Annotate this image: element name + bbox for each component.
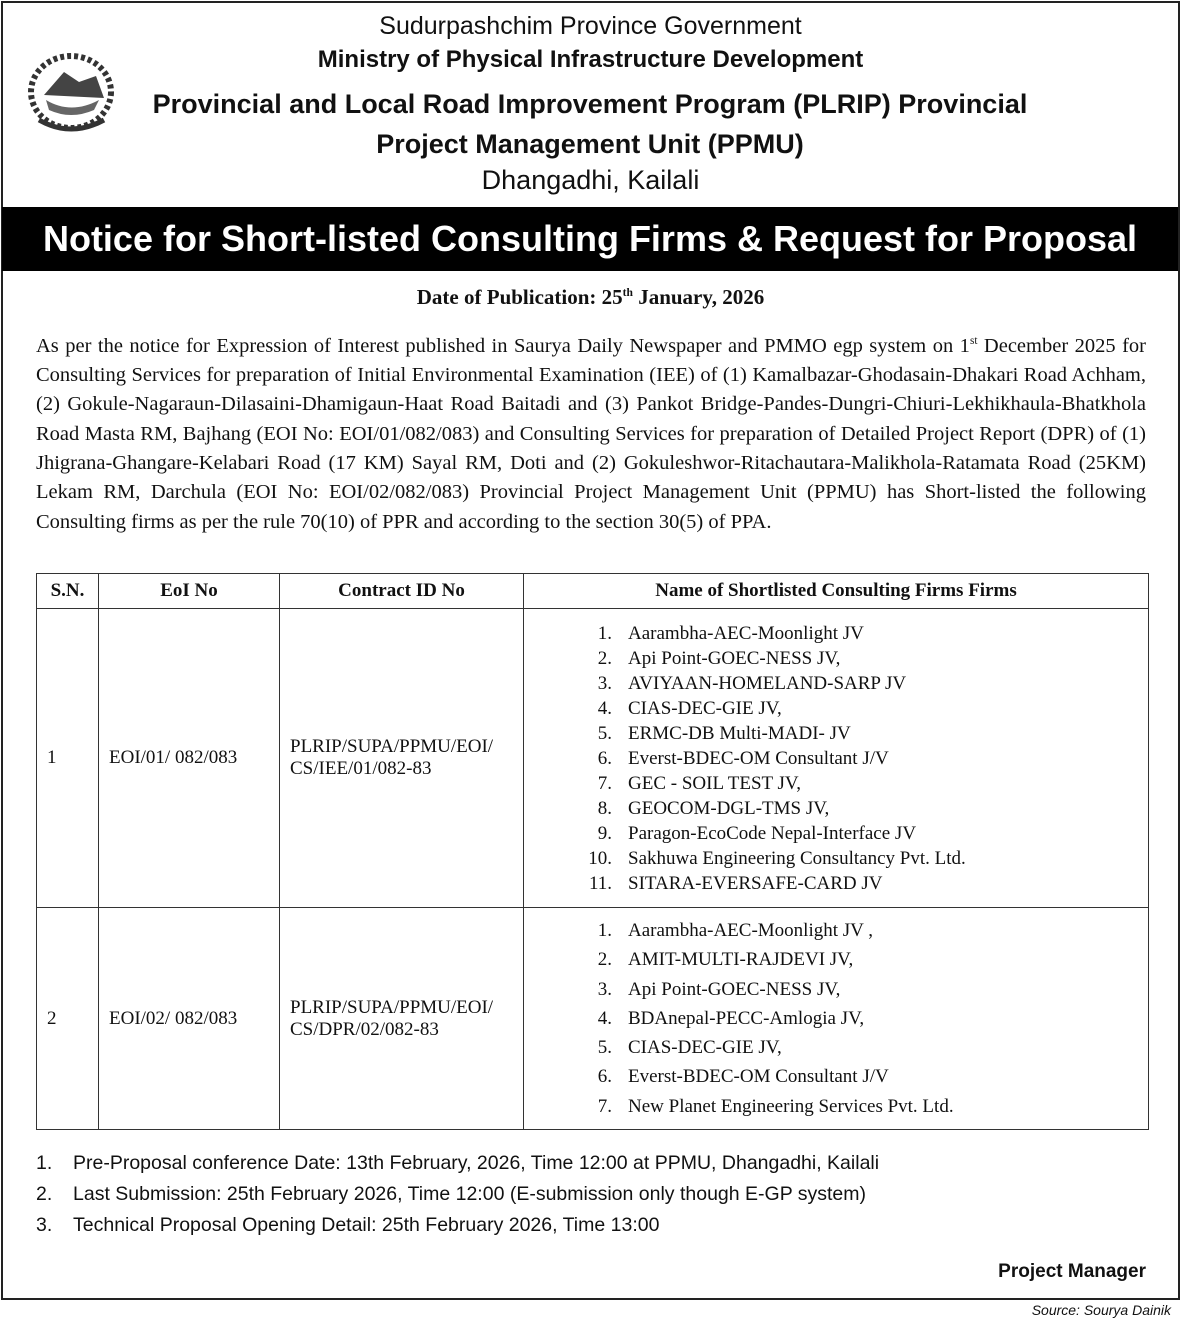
firm-name: Everst-BDEC-OM Consultant J/V — [628, 747, 889, 769]
firm-name: Everst-BDEC-OM Consultant J/V — [628, 1066, 889, 1088]
firm-number: 3. — [597, 978, 612, 1000]
firm-item — [572, 846, 1147, 871]
firm-name: Paragon-EcoCode Nepal-Interface JV — [628, 822, 917, 844]
location: Dhangadhi, Kailali — [481, 165, 700, 195]
contract-id-line1: PLRIP/SUPA/PPMU/EOI/ — [290, 736, 494, 757]
note-number: 2. — [36, 1183, 53, 1205]
table-row — [37, 609, 1149, 908]
note-text: Last Submission: 25th February 2026, Time 12:00 (E-submission only though E-GP system) — [73, 1183, 867, 1205]
cell-eoi: EOI/02/ 082/083 — [99, 908, 280, 1130]
firm-item — [572, 916, 1147, 945]
source-credit: Source: Sourya Dainik — [1031, 1302, 1171, 1318]
firm-item — [572, 746, 1147, 771]
contract-id-line2: CS/IEE/01/082-83 — [290, 758, 432, 779]
firm-number: 5. — [597, 722, 612, 744]
note-item — [36, 1181, 879, 1212]
note-item — [36, 1150, 879, 1181]
firm-name: CIAS-DEC-GIE JV, — [628, 1037, 782, 1059]
table-row — [37, 908, 1149, 1130]
firm-name: Aarambha-AEC-Moonlight JV — [628, 622, 864, 644]
firm-item — [572, 1033, 1147, 1062]
firm-name: Sakhuwa Engineering Consultancy Pvt. Ltd. — [628, 847, 966, 869]
table-header-row — [37, 574, 1149, 609]
province-government: Sudurpashchim Province Government — [379, 12, 802, 40]
firm-name: Aarambha-AEC-Moonlight JV , — [628, 919, 874, 941]
firm-number: 5. — [597, 1037, 612, 1059]
cell-sn: 1 — [37, 609, 99, 908]
contract-id-line1: PLRIP/SUPA/PPMU/EOI/ — [290, 996, 494, 1018]
firm-number: 3. — [597, 672, 612, 694]
signature: Project Manager — [998, 1261, 1146, 1282]
publication-day: 25 — [601, 285, 623, 309]
program-name: Provincial and Local Road Improvement Program (PLRIP) Provincial Project Management Unit (PPMU) — [152, 89, 1028, 159]
firm-number: 10. — [588, 847, 612, 869]
cell-firms — [524, 908, 1149, 1130]
cell-sn: 2 — [37, 908, 99, 1130]
firm-number: 6. — [597, 1066, 612, 1088]
firm-item — [572, 796, 1147, 821]
firm-item — [572, 945, 1147, 974]
firm-item — [572, 821, 1147, 846]
firm-number: 4. — [597, 697, 612, 719]
notice-title: Notice for Short-listed Consulting Firms & Request for Proposal — [2, 207, 1178, 271]
note-text: Technical Proposal Opening Detail: 25th February 2026, Time 13:00 — [73, 1214, 660, 1236]
col-firms: Name of Shortlisted Consulting Firms Firms — [524, 574, 1149, 609]
notice-body — [36, 327, 1146, 537]
firm-name: Api Point-GOEC-NESS JV, — [628, 978, 841, 1000]
note-number: 3. — [36, 1214, 53, 1236]
firm-item — [572, 671, 1147, 696]
col-sn: S.N. — [37, 574, 99, 609]
contract-id-line2: CS/DPR/02/082-83 — [290, 1018, 439, 1040]
firm-name: GEOCOM-DGL-TMS JV, — [628, 797, 830, 819]
cell-contract-id — [280, 609, 524, 908]
note-item — [36, 1212, 879, 1243]
firm-number: 4. — [597, 1007, 612, 1029]
publication-date — [0, 285, 1181, 310]
publication-label: Date of Publication: — [416, 285, 602, 309]
firm-number: 9. — [597, 822, 612, 844]
firm-item — [572, 621, 1147, 646]
firm-item — [572, 1092, 1147, 1121]
notes-list — [36, 1150, 879, 1243]
body-part-2: December 2025 for Consulting Services for preparation of Initial Environmental Examination (IEE) of (1) Kamalbazar-Ghodasain-Dhakari Road Achham, (2) Gokule-Nagaraun-Dilasaini-Dhamigaun-Haat Road Baitadi and (3) Pankot Bridge-Pandes-Dungri-Chiuri-Lekhikhaula-Bhatkhola Road Masta RM, Bajhang (EOI No: EOI/01/082/083) and Consulting Services for preparation of Detailed Project Report (DPR) of (1) Jhigrana-Ghangare-Kelabari Road (17 KM) Sayal RM, Doti and (2) Gokuleshwor-Ritachautara-Malikhola-Ratamata Road (25KM) Lekam RM, Darchula (EOI No: EOI/02/082/083) Provincial Project Management Unit (PPMU) has Short-listed the following Consulting firms as per the rule 70(10) of PPR and according to the section 30(5) of PPA. — [36, 334, 1146, 533]
firm-item — [572, 1004, 1147, 1033]
firm-item — [572, 771, 1147, 796]
firm-item — [572, 1062, 1147, 1091]
cell-contract-id — [280, 908, 524, 1130]
firm-name: GEC - SOIL TEST JV, — [628, 772, 801, 794]
firm-item — [572, 721, 1147, 746]
cell-firms — [524, 609, 1149, 908]
firm-item — [572, 975, 1147, 1004]
firm-number: 6. — [597, 747, 612, 769]
firm-number: 2. — [597, 949, 612, 971]
col-contract-id: Contract ID No — [280, 574, 524, 609]
firm-number: 11. — [588, 872, 612, 894]
firm-number: 7. — [597, 772, 612, 794]
body-sup: st — [969, 335, 978, 347]
firm-item — [572, 646, 1147, 671]
body-part-1: As per the notice for Expression of Interest published in Saurya Daily Newspaper and PMMO egp system on 1 — [36, 334, 970, 357]
firm-item — [572, 871, 1147, 896]
firm-name: CIAS-DEC-GIE JV, — [628, 697, 782, 719]
firm-name: ERMC-DB Multi-MADI- JV — [628, 722, 851, 744]
firm-number: 2. — [597, 647, 612, 669]
firm-number: 1. — [597, 919, 612, 941]
firm-number: 8. — [597, 797, 612, 819]
firm-name: SITARA-EVERSAFE-CARD JV — [628, 872, 883, 894]
firm-name: AVIYAAN-HOMELAND-SARP JV — [628, 672, 907, 694]
firm-name: Api Point-GOEC-NESS JV, — [628, 647, 841, 669]
col-eoi: EoI No — [99, 574, 280, 609]
shortlist-table — [36, 573, 1149, 1130]
cell-eoi: EOI/01/ 082/083 — [99, 609, 280, 908]
firm-name: BDAnepal-PECC-Amlogia JV, — [628, 1007, 865, 1029]
firm-name: New Planet Engineering Services Pvt. Ltd. — [628, 1095, 954, 1117]
publication-month-year: January, 2026 — [632, 285, 765, 309]
firm-name: AMIT-MULTI-RAJDEVI JV, — [628, 949, 854, 971]
note-text: Pre-Proposal conference Date: 13th February, 2026, Time 12:00 at PPMU, Dhangadhi, Kailali — [73, 1152, 880, 1174]
firm-number: 7. — [597, 1095, 612, 1117]
publication-day-suffix: th — [622, 287, 633, 299]
firm-item — [572, 696, 1147, 721]
ministry-name: Ministry of Physical Infrastructure Development — [317, 46, 864, 73]
firm-number: 1. — [597, 622, 612, 644]
note-number: 1. — [36, 1152, 53, 1174]
